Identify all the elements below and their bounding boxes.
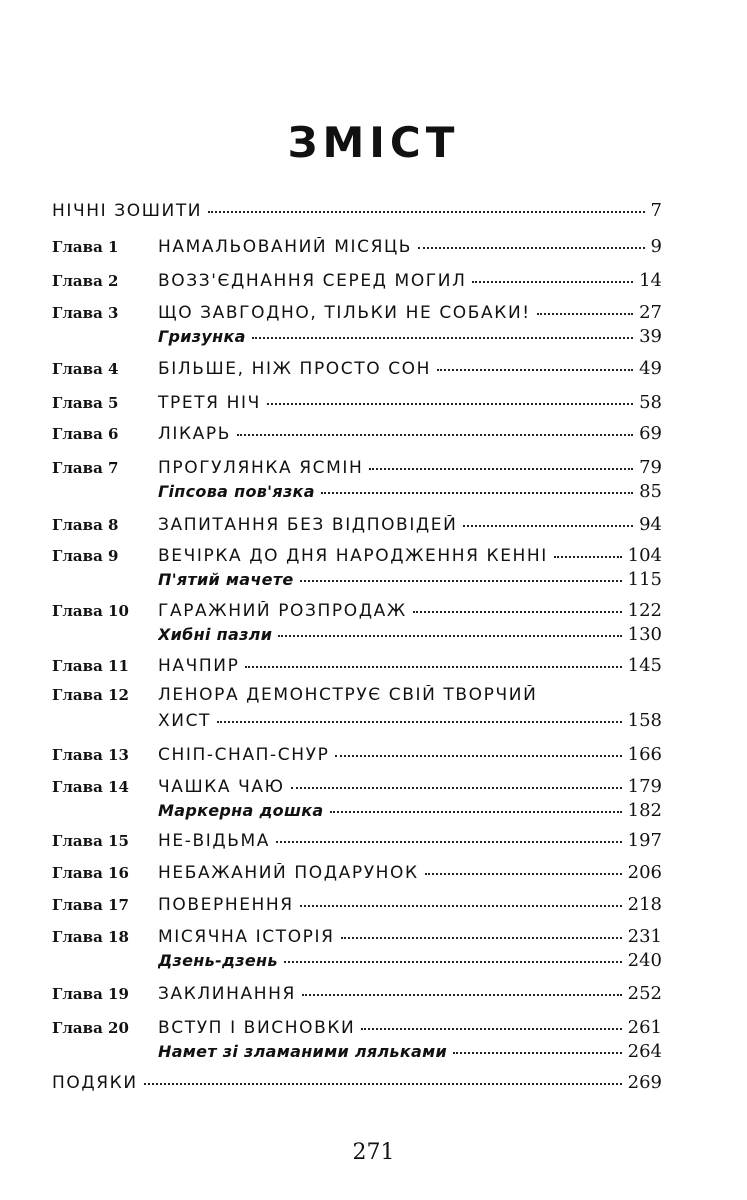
page-ref: 115 (627, 569, 662, 590)
entry-title: НАЧПИР (158, 656, 240, 676)
entry-title: ВСТУП І ВИСНОВКИ (158, 1018, 356, 1038)
page-ref: 206 (627, 862, 662, 883)
page-ref: 182 (627, 800, 662, 821)
page-ref: 218 (627, 894, 662, 915)
chapter-label: Глава 4 (52, 360, 119, 378)
chapter-label: Глава 11 (52, 657, 129, 675)
dot-leader (335, 755, 621, 757)
toc-entry (52, 862, 662, 888)
dot-leader (252, 337, 633, 339)
page-ref: 9 (650, 236, 662, 257)
entry-title: НАМАЛЬОВАНИЙ МІСЯЦЬ (158, 237, 413, 257)
toc-entry (52, 894, 662, 920)
toc-entry (52, 655, 662, 681)
page-ref: 49 (639, 358, 662, 379)
toc-entry (52, 200, 662, 226)
page-title: ЗМІСТ (287, 118, 460, 167)
toc-entry (52, 423, 662, 449)
toc-entry (52, 983, 662, 1009)
dot-leader (413, 611, 622, 613)
toc-subentry (52, 1041, 662, 1067)
dot-leader (276, 841, 622, 843)
dot-leader (321, 492, 633, 494)
dot-leader (463, 525, 633, 527)
page-ref: 94 (639, 514, 662, 535)
toc-entry (52, 302, 662, 328)
page-ref: 264 (627, 1041, 662, 1062)
toc-entry (52, 236, 662, 262)
dot-leader (245, 666, 621, 668)
page-ref: 252 (627, 983, 662, 1004)
toc-subentry (52, 950, 662, 976)
dot-leader (330, 811, 622, 813)
dot-leader (237, 434, 633, 436)
chapter-label: Глава 5 (52, 394, 119, 412)
dot-leader (302, 994, 622, 996)
toc-entry (52, 545, 662, 571)
entry-title: ПРОГУЛЯНКА ЯСМІН (158, 458, 364, 478)
chapter-label: Глава 9 (52, 547, 119, 565)
chapter-label: Глава 10 (52, 602, 129, 620)
entry-title: ЛІКАРЬ (158, 424, 232, 444)
toc-subentry (52, 326, 662, 352)
dot-leader (208, 211, 644, 213)
toc-entry (52, 600, 662, 626)
chapter-label: Глава 19 (52, 985, 129, 1003)
page-ref: 130 (627, 624, 662, 645)
entry-title: ЛЕНОРА ДЕМОНСТРУЄ СВІЙ ТВОРЧИЙ (158, 685, 538, 705)
toc-entry (52, 270, 662, 296)
dot-leader (472, 281, 633, 283)
page-ref: 39 (639, 326, 662, 347)
dot-leader (453, 1052, 622, 1054)
entry-title: МІСЯЧНА ІСТОРІЯ (158, 927, 335, 947)
toc-entry (52, 1017, 662, 1043)
chapter-label: Глава 12 (52, 686, 129, 704)
toc-subentry (52, 569, 662, 595)
chapter-label: Глава 15 (52, 832, 129, 850)
chapter-label: Глава 7 (52, 459, 119, 477)
chapter-label: Глава 13 (52, 746, 129, 764)
chapter-label: Глава 6 (52, 425, 119, 443)
chapter-label: Глава 17 (52, 896, 129, 914)
page-ref: 145 (627, 655, 662, 676)
page-ref: 69 (639, 423, 662, 444)
entry-title: Гризунка (158, 327, 246, 346)
chapter-label: Глава 20 (52, 1019, 129, 1037)
toc-subentry (52, 624, 662, 650)
toc-entry (52, 744, 662, 770)
toc-entry (52, 776, 662, 802)
dot-leader (554, 556, 622, 558)
chapter-label: Глава 16 (52, 864, 129, 882)
dot-leader (291, 787, 622, 789)
toc-entry-continuation (52, 710, 662, 736)
dot-leader (144, 1083, 622, 1085)
toc-subentry (52, 800, 662, 826)
chapter-label: Глава 3 (52, 304, 119, 322)
dot-leader (418, 247, 644, 249)
dot-leader (361, 1028, 621, 1030)
entry-title: ПОДЯКИ (52, 1073, 138, 1093)
page-ref: 231 (627, 926, 662, 947)
page-ref: 166 (627, 744, 662, 765)
entry-title: ЧАШКА ЧАЮ (158, 777, 285, 797)
entry-title: НЕБАЖАНИЙ ПОДАРУНОК (158, 863, 419, 883)
dot-leader (300, 580, 622, 582)
dot-leader (369, 468, 633, 470)
entry-title: ПОВЕРНЕННЯ (158, 895, 294, 915)
page-ref: 14 (639, 270, 662, 291)
page-ref: 261 (627, 1017, 662, 1038)
toc-entry (52, 1072, 662, 1098)
page-ref: 85 (639, 481, 662, 502)
toc-entry (52, 457, 662, 483)
dot-leader (217, 721, 622, 723)
chapter-label: Глава 14 (52, 778, 129, 796)
dot-leader (341, 937, 622, 939)
entry-title: ВЕЧІРКА ДО ДНЯ НАРОДЖЕННЯ КЕННІ (158, 546, 548, 566)
page-ref: 104 (627, 545, 662, 566)
toc-entry (52, 358, 662, 384)
page-number: 271 (352, 1140, 395, 1165)
entry-title: НІЧНІ ЗОШИТИ (52, 201, 203, 221)
entry-title: НЕ-ВІДЬМА (158, 831, 270, 851)
dot-leader (284, 961, 622, 963)
entry-title: Хибні пазли (158, 625, 273, 644)
page-ref: 79 (639, 457, 662, 478)
chapter-label: Глава 18 (52, 928, 129, 946)
page-ref: 179 (627, 776, 662, 797)
page-ref: 122 (627, 600, 662, 621)
entry-title: ЩО ЗАВГОДНО, ТІЛЬКИ НЕ СОБАКИ! (158, 303, 531, 323)
page-ref: 27 (639, 302, 662, 323)
toc-entry (52, 685, 662, 711)
dot-leader (425, 873, 622, 875)
entry-title: Маркерна дошка (158, 801, 324, 820)
chapter-label: Глава 1 (52, 238, 119, 256)
entry-title: П'ятий мачете (158, 570, 294, 589)
toc-entry (52, 392, 662, 418)
dot-leader (537, 313, 633, 315)
entry-title: Дзень-дзень (158, 951, 278, 970)
entry-title: СНІП-СНАП-СНУР (158, 745, 330, 765)
dot-leader (278, 635, 621, 637)
entry-title: ТРЕТЯ НІЧ (158, 393, 261, 413)
entry-title: Намет зі зламаними ляльками (158, 1042, 447, 1061)
entry-title: ХИСТ (158, 711, 212, 731)
chapter-label: Глава 2 (52, 272, 119, 290)
dot-leader (437, 369, 633, 371)
page-ref: 269 (627, 1072, 662, 1093)
toc-entry (52, 830, 662, 856)
page-ref: 158 (627, 710, 662, 731)
page-ref: 240 (627, 950, 662, 971)
toc-entry (52, 926, 662, 952)
entry-title: Гіпсова пов'язка (158, 482, 315, 501)
chapter-label: Глава 8 (52, 516, 119, 534)
entry-title: БІЛЬШЕ, НІЖ ПРОСТО СОН (158, 359, 432, 379)
entry-title: ГАРАЖНИЙ РОЗПРОДАЖ (158, 601, 407, 621)
entry-title: ЗАПИТАННЯ БЕЗ ВІДПОВІДЕЙ (158, 515, 458, 535)
toc-subentry (52, 481, 662, 507)
page-ref: 7 (650, 200, 662, 221)
toc-entry (52, 514, 662, 540)
entry-title: ВОЗЗ'ЄДНАННЯ СЕРЕД МОГИЛ (158, 271, 467, 291)
dot-leader (300, 905, 622, 907)
entry-title: ЗАКЛИНАННЯ (158, 984, 296, 1004)
page-ref: 197 (627, 830, 662, 851)
dot-leader (267, 403, 633, 405)
page-ref: 58 (639, 392, 662, 413)
